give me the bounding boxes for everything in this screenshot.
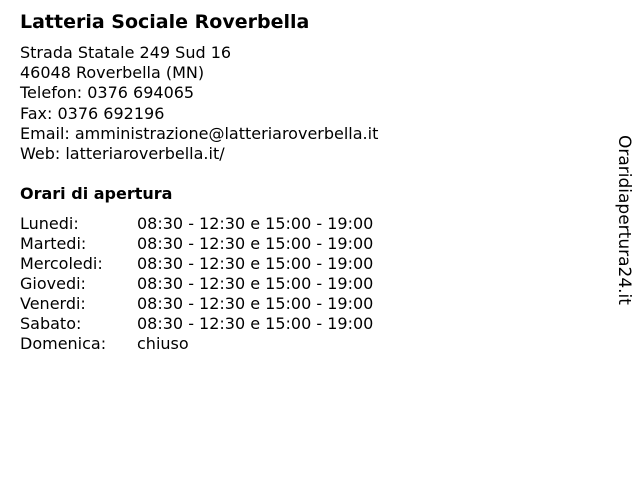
fax-number: Fax: 0376 692196 [20, 103, 165, 123]
day-label: Lunedi: [20, 214, 79, 233]
business-name: Latteria Sociale Roverbella [20, 11, 310, 33]
address-street: Strada Statale 249 Sud 16 [20, 43, 232, 62]
hours-value: 08:30 - 12:30 e 15:00 - 19:00 [137, 294, 374, 313]
hours-value: 08:30 - 12:30 e 15:00 - 19:00 [137, 214, 374, 233]
phone-number: Telefon: 0376 694065 [20, 83, 195, 103]
day-label: Mercoledi: [20, 254, 103, 273]
day-label: Domenica: [20, 334, 107, 353]
hours-value: chiuso [137, 334, 189, 353]
day-label: Martedi: [20, 234, 87, 253]
side-brand-text: Oraridiapertura24.it [614, 135, 634, 305]
hours-value: 08:30 - 12:30 e 15:00 - 19:00 [137, 234, 374, 253]
address-city: 46048 Roverbella (MN) [20, 63, 205, 83]
day-label: Giovedi: [20, 274, 86, 293]
day-label: Venerdi: [20, 294, 86, 313]
day-label: Sabato: [20, 314, 82, 333]
email-address: Email: amministrazione@latteriaroverbella.it [20, 123, 379, 143]
hours-value: 08:30 - 12:30 e 15:00 - 19:00 [137, 274, 374, 293]
contact-info [20, 43, 378, 164]
hours-value: 08:30 - 12:30 e 15:00 - 19:00 [137, 314, 374, 333]
website: Web: latteriaroverbella.it/ [20, 144, 225, 164]
opening-hours-heading: Orari di apertura [20, 184, 173, 203]
hours-value: 08:30 - 12:30 e 15:00 - 19:00 [137, 254, 374, 273]
